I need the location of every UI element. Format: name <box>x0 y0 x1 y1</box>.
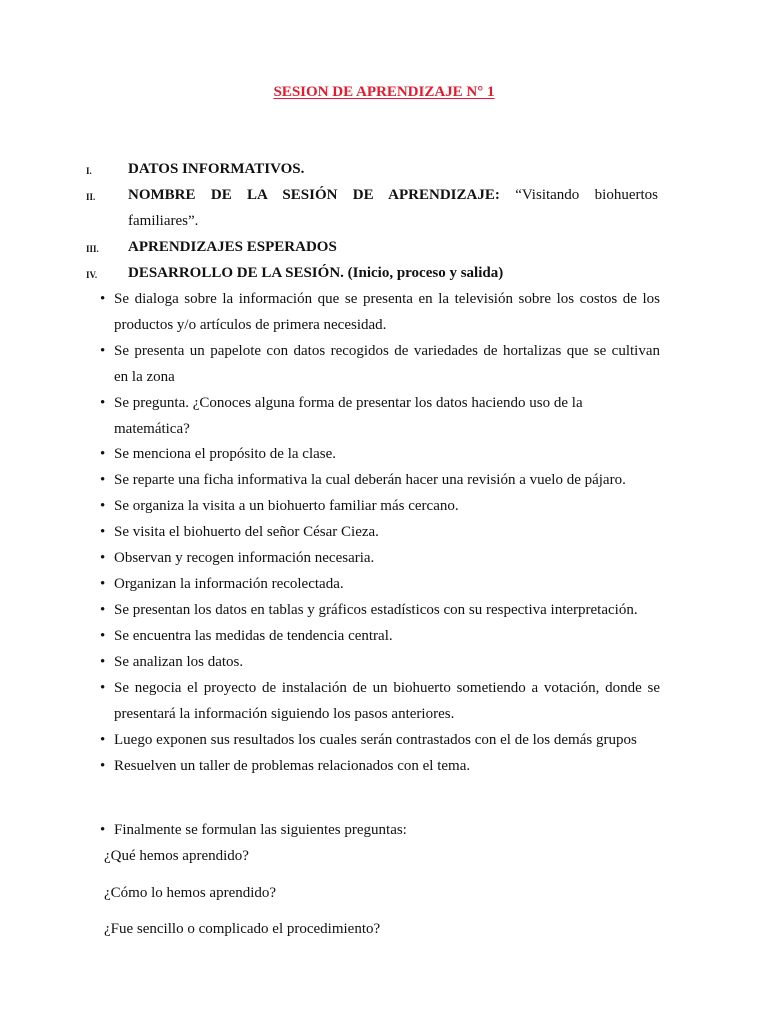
bullet-icon: • <box>100 550 106 566</box>
list-item <box>100 338 660 390</box>
bullet-icon: • <box>100 524 106 540</box>
list-item <box>100 623 660 649</box>
list-item-text: Luego exponen sus resultados los cuales serán contrastados con el de los demás grupos <box>114 732 637 748</box>
list-item <box>100 753 660 779</box>
list-item-text-cont: en la zona <box>114 369 175 385</box>
list-item-text: Resuelven un taller de problemas relacionados con el tema. <box>114 758 471 774</box>
section-number: I. <box>86 166 92 176</box>
bullet-icon: • <box>100 395 106 411</box>
bullet-icon: • <box>100 343 106 359</box>
list-item <box>100 519 660 545</box>
list-item-text: Se analizan los datos. <box>114 654 244 670</box>
bullet-icon: • <box>100 291 106 307</box>
list-item <box>100 390 660 442</box>
list-item-text: Finalmente se formulan las siguientes preguntas: <box>114 822 407 838</box>
section-aprendizajes-esperados <box>86 234 658 260</box>
section-label: DESARROLLO DE LA SESIÓN. (Inicio, proceso y salida) <box>128 265 504 281</box>
session-name-value: “Visitando biohuertos <box>515 187 658 203</box>
section-number: III. <box>86 244 99 254</box>
bullet-icon: • <box>100 758 106 774</box>
bullet-icon: • <box>100 446 106 462</box>
list-item <box>100 649 660 675</box>
bullet-icon: • <box>100 680 106 696</box>
list-item <box>100 493 660 519</box>
bullet-icon: • <box>100 472 106 488</box>
bullet-icon: • <box>100 628 106 644</box>
list-item-text-cont: presentará la información siguiendo los pasos anteriores. <box>114 706 455 722</box>
reflection-question: ¿Fue sencillo o complicado el procedimiento? <box>104 921 381 937</box>
list-item-text: Se dialoga sobre la información que se presenta en la televisión sobre los costos de los <box>114 291 660 307</box>
list-item <box>100 817 660 843</box>
list-item <box>100 467 660 493</box>
list-item-text: Se presentan los datos en tablas y gráficos estadísticos con su respectiva interpretación. <box>114 602 638 618</box>
bullet-icon: • <box>100 576 106 592</box>
list-item-text: Se organiza la visita a un biohuerto familiar más cercano. <box>114 498 459 514</box>
list-item-text: Organizan la información recolectada. <box>114 576 344 592</box>
list-item-text-cont: matemática? <box>114 421 190 437</box>
list-item-text: Se encuentra las medidas de tendencia central. <box>114 628 393 644</box>
list-item <box>100 286 660 338</box>
section-number: IV. <box>86 270 98 280</box>
section-number: II. <box>86 192 96 202</box>
section-label-line <box>128 182 658 208</box>
list-item-text: Observan y recogen información necesaria. <box>114 550 375 566</box>
list-item-text: Se visita el biohuerto del señor César Cieza. <box>114 524 379 540</box>
list-item-text-cont: productos y/o artículos de primera necesidad. <box>114 317 387 333</box>
bullet-icon: • <box>100 498 106 514</box>
section-label: APRENDIZAJES ESPERADOS <box>128 239 337 255</box>
session-name-value-cont: familiares”. <box>128 213 199 229</box>
list-item <box>100 441 660 467</box>
list-item <box>100 727 660 753</box>
reflection-question: ¿Cómo lo hemos aprendido? <box>104 885 277 901</box>
list-item <box>100 545 660 571</box>
list-item-text: Se menciona el propósito de la clase. <box>114 446 337 462</box>
section-label: DATOS INFORMATIVOS. <box>128 161 305 177</box>
section-nombre-sesion <box>86 182 658 234</box>
list-item-text: Se pregunta. ¿Conoces alguna forma de presentar los datos haciendo uso de la <box>114 395 583 411</box>
reflection-question: ¿Qué hemos aprendido? <box>104 848 249 864</box>
section-datos-informativos <box>86 156 658 182</box>
section-label: NOMBRE DE LA SESIÓN DE APRENDIZAJE: <box>128 187 500 203</box>
session-title: SESION DE APRENDIZAJE N° 1 <box>273 84 495 100</box>
bullet-icon: • <box>100 602 106 618</box>
list-item-text: Se reparte una ficha informativa la cual deberán hacer una revisión a vuelo de pájaro. <box>114 472 626 488</box>
bullet-icon: • <box>100 822 106 838</box>
list-item-text: Se presenta un papelote con datos recogidos de variedades de hortalizas que se cultivan <box>114 343 660 359</box>
list-item <box>100 597 660 623</box>
list-item-text: Se negocia el proyecto de instalación de un biohuerto sometiendo a votación, donde se <box>114 680 660 696</box>
bullet-icon: • <box>100 654 106 670</box>
list-item <box>100 571 660 597</box>
section-desarrollo <box>86 260 658 286</box>
bullet-icon: • <box>100 732 106 748</box>
list-item <box>100 675 660 727</box>
